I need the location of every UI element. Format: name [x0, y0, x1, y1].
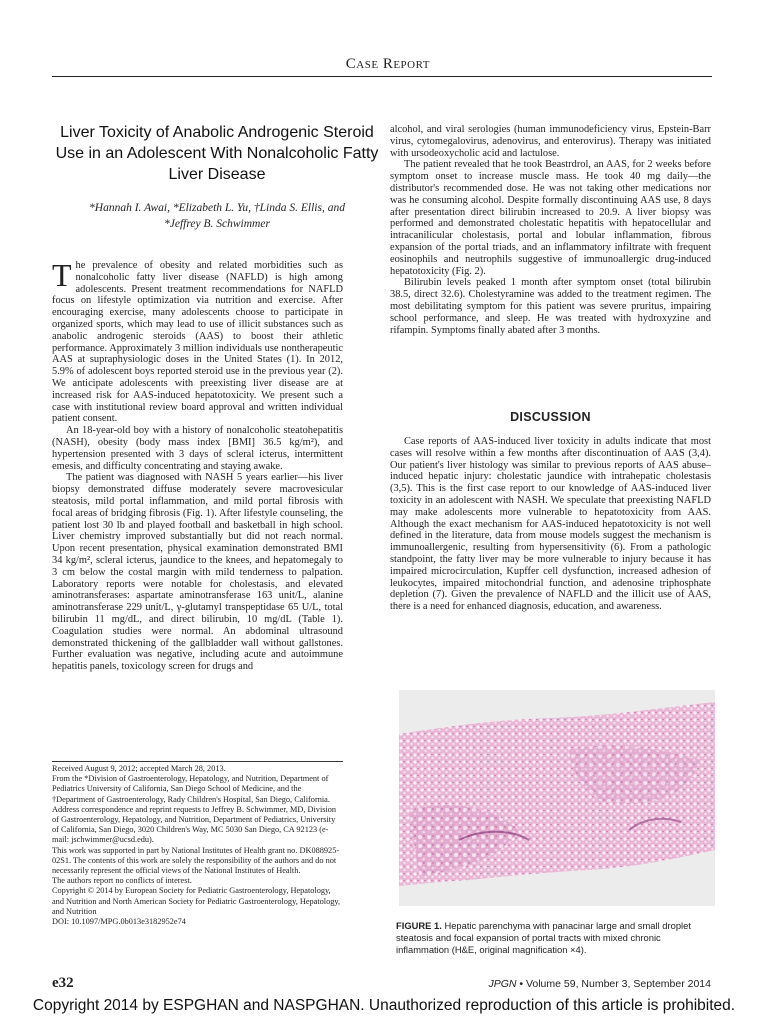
figure-caption-text: Hepatic parenchyma with panacinar large and small droplet steatosis and focal expansion of portal tracts with mixed chronic inflammation (H&E, original magnification ×4).: [396, 920, 691, 956]
case-paragraph-3: The patient revealed that he took Beastrdrol, an AAS, for 2 weeks before symptom onset to increase muscle mass. He took 40 mg daily—the distributor's recommended dose. He was not taking other medications nor was he consuming alcohol. Despite formally discontinuing AAS use, 8 days after presentation direct bilirubin increased to 20.9. A liver biopsy was performed and demonstrated cholestatic hepatitis with hepatocellular and intracanilicular cholestasis, portal and lobular inflammation, fibrous expansion of the portal triads, and an inflammatory infiltrate with frequent eosinophils and neutrophils suggestive of immunoallergic drug-induced hepatotoxicity (Fig. 2).: [390, 159, 711, 277]
journal-issue: • Volume 59, Number 3, September 2014: [516, 978, 711, 990]
column-left: [52, 257, 343, 673]
case-paragraph-1: An 18-year-old boy with a history of nonalcoholic steatohepatitis (NASH), obesity (body mass index [BMI] 36.5 kg/m²), and hypertension presented with 3 days of scleral icterus, intermittent emesis, and difficulty concentrating and staying awake.: [52, 425, 343, 472]
discussion-heading: DISCUSSION: [510, 410, 591, 424]
journal-name: JPGN: [488, 978, 517, 990]
drop-cap: T: [52, 257, 72, 293]
footnote-doi: DOI: 10.1097/MPG.0b013e3182952e74: [52, 917, 186, 927]
footnote-received: Received August 9, 2012; accepted March 28, 2013.: [52, 764, 226, 773]
discussion-paragraph: Case reports of AAS-induced liver toxicity in adults indicate that most cases will resolve within a few months after discontinuation of AAS (3,4). Our patient's liver histology was similar to previous reports of AAS abuse–induced hepatic injury: cholestatic jaundice with intrahepatic cholestasis (3,5). This is the first case report to our knowledge of AAS-induced liver toxicity in an adolescent with NASH. We speculate that preexisting NAFLD may make adolescents more vulnerable to hepatotoxicity from AAS. Although the exact mechanism for AAS-induced hepatotoxicity is not well defined in the literature, data from mouse models suggest the mechanism is immunoallergenic, resulting from hypersensitivity (6). From a pathologic standpoint, the fatty liver may be more vulnerable to injury because it has impaired microcirculation, Kupffer cell dysfunction, increased adhesion of leukocytes, impaired mitochondrial function, and adenosine triphosphate depletion (7). Given the prevalence of NAFLD and the illicit use of AAS, there is a need for enhanced diagnosis, education, and awareness.: [390, 436, 711, 613]
footnote-conflicts: The authors report no conflicts of interest.: [52, 876, 192, 886]
article-title: Liver Toxicity of Anabolic Androgenic Steroid Use in an Adolescent With Nonalcoholic Fatty Liver Disease: [55, 124, 379, 183]
continued-paragraph: alcohol, and viral serologies (human immunodeficiency virus, Epstein-Barr virus, cytomegalovirus, adenovirus, and enterovirus). Therapy was initiated with ursodeoxycholic acid and lactulose.: [390, 124, 711, 159]
header-rule: [52, 76, 712, 77]
footnote-funding: This work was supported in part by National Institutes of Health grant no. DK088925-02S1. The contents of this work are solely the responsibility of the authors and do not necessarily represent the official views of the National Institutes of Health.: [52, 845, 340, 876]
copyright-banner: Copyright 2014 by ESPGHAN and NASPGHAN. Unauthorized reproduction of this article is prohibited.: [32, 997, 736, 1014]
figure-caption: [396, 920, 712, 957]
authors-line-1: *Hannah I. Awai, *Elizabeth L. Yu, †Linda S. Ellis, and: [89, 202, 345, 214]
footnote-correspondence: Address correspondence and reprint requests to Jeffrey B. Schwimmer, MD, Division of Gastroenterology, Hepatology, and Nutrition, Department of Pediatrics, University of California, San Diego, 3020 Children's Way, MC 5030 San Diego, CA 92123 (e-mail: jschwimmer@ucsd.edu).: [52, 804, 337, 845]
footnote-copyright: Copyright © 2014 by European Society for Pediatric Gastroenterology, Hepatology, and Nutrition and North American Society for Pediatric Gastroenterology, Hepatology, and Nutrition: [52, 886, 341, 916]
footnotes: [52, 764, 343, 927]
footnote-rule: [52, 761, 343, 762]
case-paragraph-2: The patient was diagnosed with NASH 5 years earlier—his liver biopsy demonstrated diffuse moderately severe macrovesicular steatosis, mild portal inflammation, and mild portal fibrosis with focal areas of bridging fibrosis (Fig. 1). After lifestyle counseling, the patient lost 30 lb and played football and basketball in high school. Liver chemistry improved substantially but did not reach normal. Upon recent presentation, physical examination demonstrated BMI 34 kg/m², scleral icterus, jaundice to the knees, and hepatomegaly to 3 cm below the costal margin with mild tenderness to palpation. Laboratory reports were notable for cholestasis, and elevated aminotransferases: aspartate aminotransferase 163 unit/L, alanine aminotransferase 229 unit/L, γ-glutamyl transpeptidase 65 U/L, total bilirubin 11 mg/dL, and direct bilirubin, 10 mg/dL (Table 1). Coagulation studies were normal. An abdominal ultrasound demonstrated thickening of the gallbladder wall without gallstones. Further evaluation was negative, including acute and autoimmune hepatitis panels, toxicology screen for drugs and: [52, 472, 343, 673]
intro-text: he prevalence of obesity and related morbidities such as nonalcoholic fatty liver disease (NAFLD) is high among adolescents. Present treatment recommendations for NAFLD focus on lifestyle optimization via nutrition and exercise. After encouraging exercise, many adolescents choose to participate in organized sports, which may lead to use of illicit substances such as anabolic androgenic steroids (AAS) to boost their athletic performance. Approximately 3 million individuals use nontherapeutic AAS at supraphysiologic doses in the United States (1). In 2012, 5.9% of adolescent boys reported steroid use in the previous year (2). We anticipate adolescents with preexisting liver disease are at increased risk for AAS-induced hepatotoxicity. We present such a case with institutional review board approval and written individual patient consent.: [52, 260, 343, 425]
author-list: [52, 200, 382, 232]
page-number: e32: [52, 975, 74, 991]
column-right-top: [390, 124, 711, 336]
discussion-section: [390, 436, 711, 613]
histology-image: [399, 690, 715, 906]
case-paragraph-4: Bilirubin levels peaked 1 month after symptom onset (total bilirubin 38.5, direct 32.6). Cholestyramine was added to the treatment regimen. The most debilitating symptom for this patient was severe pruritus, impairing school performance, and sleep. He was treated with hydroxyzine and rifampin. Symptoms finally abated after 3 months.: [390, 277, 711, 336]
intro-paragraph: [52, 257, 343, 425]
section-header: Case Report: [345, 56, 430, 72]
authors-line-2: *Jeffrey B. Schwimmer: [164, 218, 270, 230]
histology-figure: [399, 690, 715, 906]
journal-info: [390, 978, 711, 990]
footnote-affiliations: From the *Division of Gastroenterology, Hepatology, and Nutrition, Department of Pediatrics University of California, San Diego School of Medicine, and the †Department of Gastroenterology, Rady Children's Hospital, San Diego, California.: [52, 774, 330, 804]
figure-label: FIGURE 1.: [396, 920, 442, 931]
